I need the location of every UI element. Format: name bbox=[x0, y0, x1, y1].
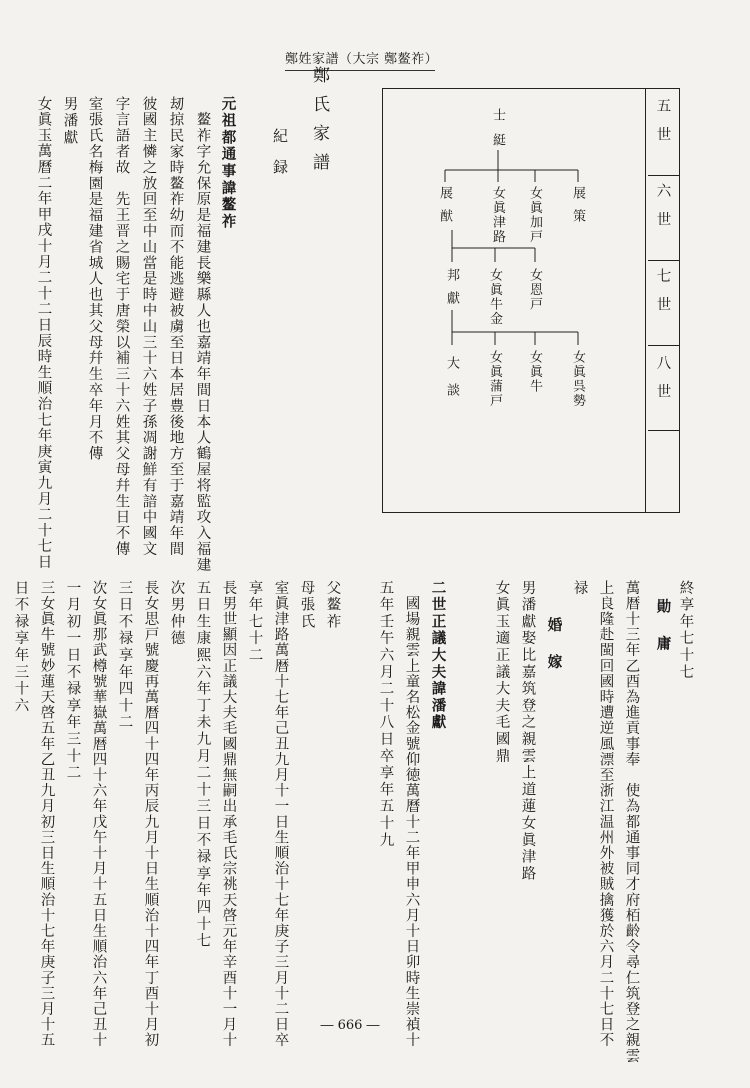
member-gen6: 展策 bbox=[570, 186, 585, 232]
text-column: 上良隆赴閩回國時遭逆風漂至浙江温州外被賊擒獲於六月二十七日不 bbox=[597, 580, 614, 1048]
member-gen6: 展猷 bbox=[437, 186, 452, 232]
member-gen7: 女眞牛金 bbox=[487, 268, 502, 326]
member-gen6: 女眞加戸 bbox=[527, 186, 542, 244]
text-column: 彼國主憐之放回至中山當是時中山三十六姓子孫凋謝鮮有諳中國文 bbox=[140, 96, 157, 558]
member-gen6: 女眞津路 bbox=[490, 186, 505, 244]
document-title: 鄭氏家譜 bbox=[309, 66, 329, 182]
member-gen8: 女眞牛 bbox=[527, 350, 542, 394]
text-column: 鳌祚字允保原是福建長樂縣人也嘉靖年間日本人鶴屋将監攻入福建 bbox=[194, 96, 211, 573]
section-heading: 元祖都通事諱鳌祚 bbox=[219, 96, 237, 231]
text-column: 五日生康熙六年丁未九月二十三日不禄享年四十七 bbox=[194, 580, 211, 950]
generation-label: 七世 bbox=[654, 268, 671, 325]
member-gen7: 邦獻 bbox=[444, 268, 459, 314]
text-column: 室張氏名梅園是福建省城人也其父母幷生卒年月不傳 bbox=[86, 96, 103, 462]
text-column: 字言語者故 先王晋之賜宅于唐榮以補三十六姓其父母幷生日不傳 bbox=[113, 96, 130, 558]
text-column: 女眞玉適正議大夫毛國鼎 bbox=[493, 580, 510, 765]
text-column: 三日不禄享年四十二 bbox=[116, 580, 133, 732]
text-column: 萬暦十三年乙酉為進貢事奉 使為都通事同才府栢齡令尋仁筑登之親雲 bbox=[623, 580, 640, 1064]
member-gen8: 女眞呉勢 bbox=[570, 350, 585, 408]
member-gen7: 女恩戸 bbox=[527, 268, 542, 312]
document-subtitle: 紀録 bbox=[271, 128, 289, 190]
text-column: 三女眞牛號妙蓮天啓五年乙丑九月初三日生順治十七年庚子三月十五 bbox=[38, 580, 55, 1048]
running-head: 鄭姓家譜（大宗 鄭鳌祚） bbox=[285, 48, 435, 67]
text-column: 日不禄享年三十六 bbox=[12, 580, 29, 715]
subheading: 勛 庸 bbox=[654, 580, 672, 654]
text-column: 父鳌祚 bbox=[324, 580, 341, 631]
text-column: 母張氏 bbox=[298, 580, 315, 631]
text-column: 次女眞那武樽號華嶽萬暦四十六年戊午十月十五日生順治六年己丑十 bbox=[90, 580, 107, 1048]
text-column: 男潘獻娶比嘉筑登之親雲上道蓮女眞津路 bbox=[519, 580, 536, 883]
text-column: 終享年七十七 bbox=[677, 580, 694, 681]
text-column: 禄 bbox=[571, 580, 588, 597]
text-column: 刼掠民家時鳌祚幼而不能逃避被虜至日本居豊後地方至于嘉靖年間 bbox=[167, 96, 184, 558]
section-heading: 二世正議大夫諱潘獻 bbox=[429, 580, 447, 732]
generation-label: 六世 bbox=[654, 183, 671, 240]
generation-label: 八世 bbox=[654, 355, 671, 412]
text-column: 長男世顯因正議大夫毛國鼎無嗣出承毛氏宗祧天啓元年辛酉十一月十 bbox=[220, 580, 237, 1048]
text-column: 一月初一日不禄享年三十二 bbox=[64, 580, 81, 782]
text-column: 長女思戸號慶再萬暦四十四年丙辰九月十日生順治十四年丁酉十月初 bbox=[142, 580, 159, 1048]
text-column: 女眞玉萬曆二年甲戌十月二十二日辰時生順治七年庚寅九月二十七日 bbox=[35, 96, 52, 570]
member-gen8: 女眞蒲戸 bbox=[487, 350, 502, 408]
subheading: 婚 嫁 bbox=[545, 580, 563, 673]
text-column: 男潘獻 bbox=[61, 96, 78, 147]
page-number: ― 666 ― bbox=[320, 1018, 380, 1033]
text-column: 國場親雲上童名松金號仰徳萬曆十二年甲申六月十日卯時生崇禎十 bbox=[403, 580, 420, 1048]
text-column: 室眞津路萬暦十七年己丑九月十一日生順治十七年庚子三月十二日卒 bbox=[272, 580, 289, 1048]
generation-label: 五世 bbox=[654, 98, 671, 155]
text-column: 五年壬午六月二十八日卒享年五十九 bbox=[377, 580, 394, 849]
text-column: 享年七十二 bbox=[246, 580, 263, 664]
member-gen5: 士綎 bbox=[490, 108, 505, 158]
member-gen8: 大談 bbox=[444, 356, 459, 410]
text-column: 次男仲德 bbox=[168, 580, 185, 648]
